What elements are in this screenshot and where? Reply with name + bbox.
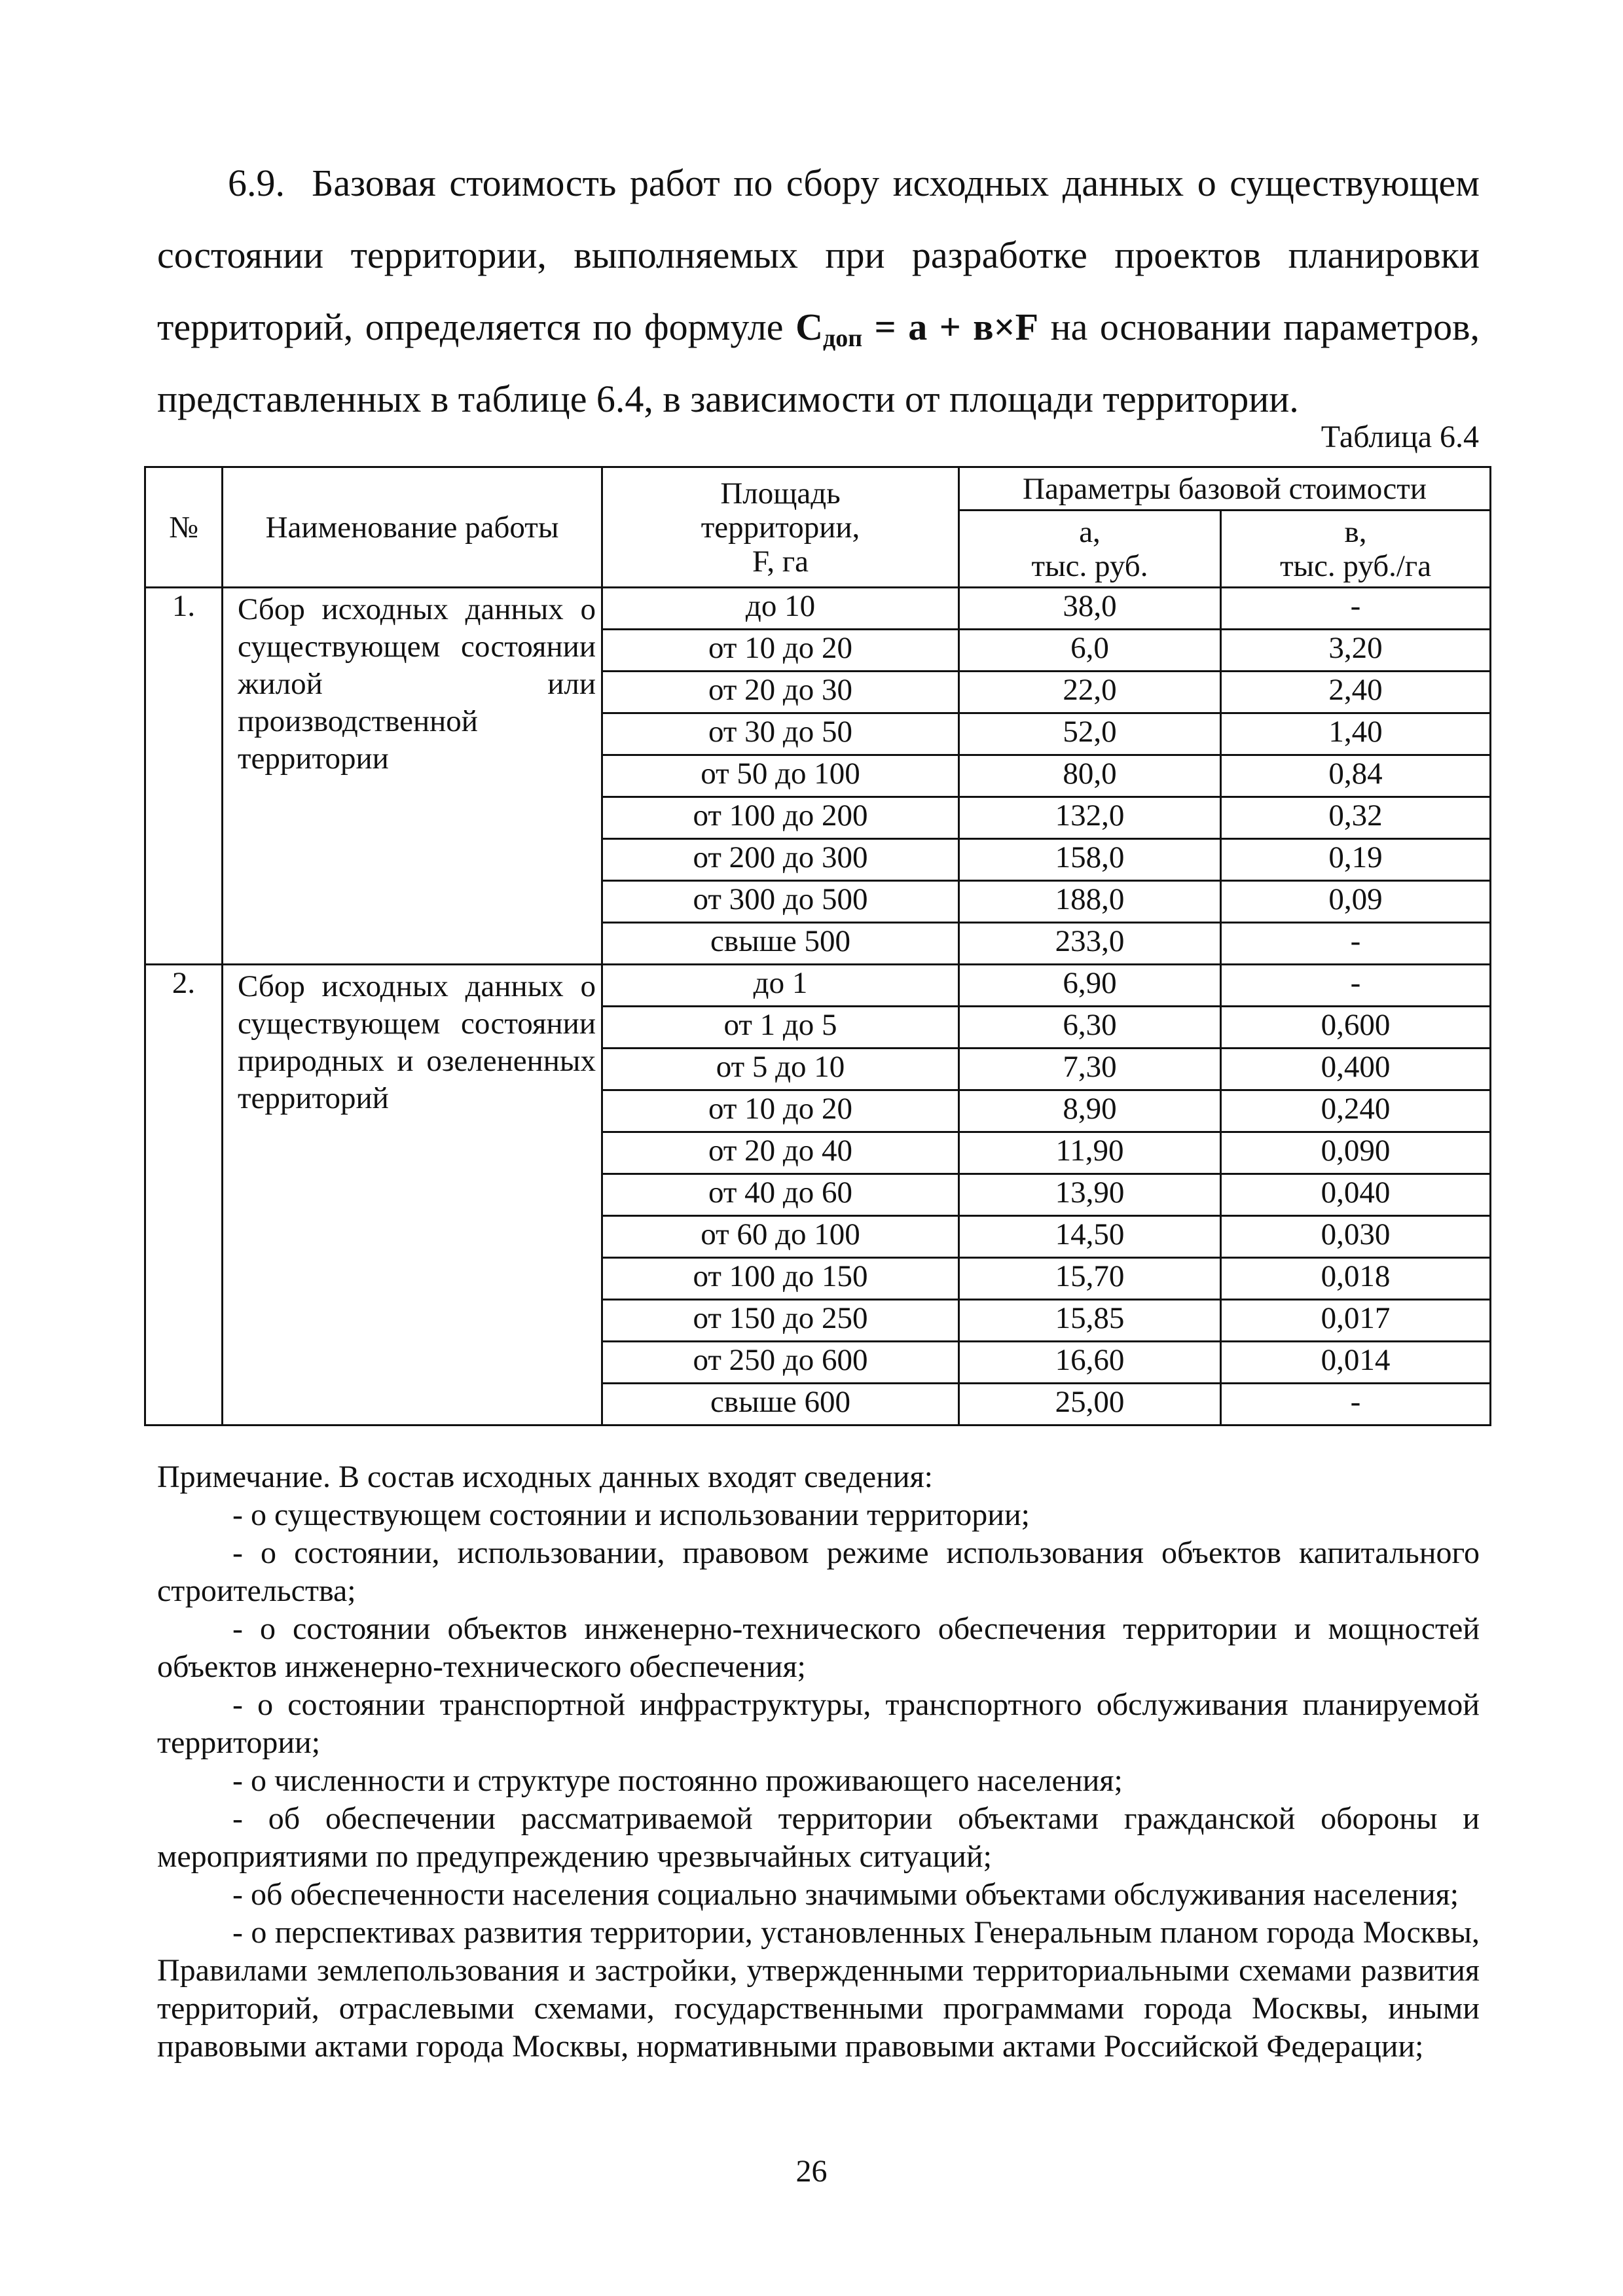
param-b-cell: 1,40 — [1221, 713, 1491, 755]
area-cell: от 30 до 50 — [602, 713, 959, 755]
note — [157, 1458, 1480, 2066]
param-a-cell: 7,30 — [959, 1049, 1221, 1090]
param-a-cell: 132,0 — [959, 797, 1221, 839]
param-b-cell: 0,030 — [1221, 1216, 1491, 1258]
param-a-cell: 6,90 — [959, 965, 1221, 1007]
param-a-cell: 233,0 — [959, 923, 1221, 965]
formula-symbol: С — [795, 306, 823, 348]
param-b-cell: - — [1221, 965, 1491, 1007]
table-caption: Таблица 6.4 — [1321, 420, 1479, 454]
work-name: Сбор исходных данных о существующем состоянии жилой или производственной территории — [223, 588, 602, 965]
note-item: - об обеспечении рассматриваемой территории объектами гражданской обороны и мероприятиями по предупреждению чрезвычайных ситуаций; — [157, 1801, 1480, 1874]
paragraph-number: 6.9. — [228, 162, 285, 204]
intro-paragraph — [157, 147, 1480, 435]
param-a-cell: 38,0 — [959, 588, 1221, 630]
param-b-cell: 0,090 — [1221, 1132, 1491, 1174]
header-a-line1: а, — [1079, 514, 1101, 549]
param-a-cell: 6,0 — [959, 630, 1221, 672]
area-cell: от 50 до 100 — [602, 755, 959, 797]
header-params: Параметры базовой стоимости — [959, 467, 1491, 511]
header-area-line2: территории, — [701, 510, 860, 545]
param-b-cell: 3,20 — [1221, 630, 1491, 672]
area-cell: от 200 до 300 — [602, 839, 959, 881]
param-b-cell: 0,600 — [1221, 1007, 1491, 1049]
param-a-cell: 6,30 — [959, 1007, 1221, 1049]
param-b-cell: 0,09 — [1221, 881, 1491, 923]
area-cell: от 20 до 40 — [602, 1132, 959, 1174]
header-b — [1221, 511, 1491, 588]
area-cell: от 40 до 60 — [602, 1174, 959, 1216]
area-cell: от 300 до 500 — [602, 881, 959, 923]
param-a-cell: 15,70 — [959, 1258, 1221, 1300]
note-item: - о существующем состоянии и использовании территории; — [232, 1498, 1030, 1532]
note-item: - об обеспеченности населения социально значимыми объектами обслуживания населения; — [232, 1877, 1459, 1912]
param-b-cell: 2,40 — [1221, 672, 1491, 713]
param-a-cell: 15,85 — [959, 1300, 1221, 1342]
cost-table — [144, 466, 1491, 1426]
header-a — [959, 511, 1221, 588]
area-cell: до 10 — [602, 588, 959, 630]
area-cell: от 10 до 20 — [602, 1090, 959, 1132]
param-b-cell: - — [1221, 1384, 1491, 1426]
area-cell: от 60 до 100 — [602, 1216, 959, 1258]
param-a-cell: 16,60 — [959, 1342, 1221, 1384]
header-b-line2: тыс. руб./га — [1279, 548, 1432, 583]
paragraph-text-before: Базовая стоимость работ по сбору исходных данных о существующем состоянии территории, выполняемых при разработке проектов планировки территорий, определяется по формуле — [157, 162, 1480, 348]
param-a-cell: 13,90 — [959, 1174, 1221, 1216]
area-cell: от 10 до 20 — [602, 630, 959, 672]
param-a-cell: 22,0 — [959, 672, 1221, 713]
header-b-line1: в, — [1344, 514, 1367, 549]
note-item: - о состоянии объектов инженерно-технического обеспечения территории и мощностей объектов инженерно-технического обеспечения; — [157, 1611, 1480, 1684]
area-cell: от 100 до 200 — [602, 797, 959, 839]
param-b-cell: 0,19 — [1221, 839, 1491, 881]
work-number: 2. — [145, 965, 223, 1426]
note-item: - о состоянии, использовании, правовом режиме использования объектов капитального строительства; — [157, 1535, 1480, 1608]
header-area-line1: Площадь — [720, 476, 841, 511]
note-item: - о состоянии транспортной инфраструктуры, транспортного обслуживания планируемой территории; — [157, 1687, 1480, 1760]
param-a-cell: 11,90 — [959, 1132, 1221, 1174]
header-area — [602, 467, 959, 588]
param-b-cell: 0,400 — [1221, 1049, 1491, 1090]
area-cell: до 1 — [602, 965, 959, 1007]
paragraph-text-after: на основании параметров, представленных в таблице 6.4, в зависимости от площади территории. — [157, 306, 1480, 420]
table-row — [145, 588, 1491, 630]
param-a-cell: 8,90 — [959, 1090, 1221, 1132]
param-b-cell: 0,32 — [1221, 797, 1491, 839]
param-b-cell: 0,018 — [1221, 1258, 1491, 1300]
param-a-cell: 14,50 — [959, 1216, 1221, 1258]
area-cell: от 1 до 5 — [602, 1007, 959, 1049]
param-b-cell: 0,240 — [1221, 1090, 1491, 1132]
param-b-cell: 0,84 — [1221, 755, 1491, 797]
param-b-cell: - — [1221, 588, 1491, 630]
work-name: Сбор исходных данных о существующем состоянии природных и озелененных территорий — [223, 965, 602, 1426]
param-a-cell: 158,0 — [959, 839, 1221, 881]
note-intro: Примечание. В состав исходных данных входят сведения: — [157, 1460, 933, 1494]
param-a-cell: 25,00 — [959, 1384, 1221, 1426]
formula — [795, 306, 1039, 352]
header-work-name: Наименование работы — [223, 467, 602, 588]
header-num: № — [145, 467, 223, 588]
page-number: 26 — [795, 2154, 828, 2189]
param-a-cell: 52,0 — [959, 713, 1221, 755]
param-b-cell: 0,014 — [1221, 1342, 1491, 1384]
area-cell: от 150 до 250 — [602, 1300, 959, 1342]
param-a-cell: 188,0 — [959, 881, 1221, 923]
area-cell: от 20 до 30 — [602, 672, 959, 713]
area-cell: свыше 600 — [602, 1384, 959, 1426]
note-item: - о перспективах развития территории, установленных Генеральным планом города Москвы, Правилами землепользования и застройки, утвержденными территориальными схемами развития территорий, отраслевыми схемами, государственными программами города Москвы, иными правовыми актами города Москвы, нормативными правовыми актами Российской Федерации; — [157, 1915, 1480, 2064]
note-item: - о численности и структуре постоянно проживающего населения; — [232, 1763, 1123, 1798]
area-cell: от 5 до 10 — [602, 1049, 959, 1090]
param-b-cell: - — [1221, 923, 1491, 965]
table-row — [145, 965, 1491, 1007]
work-number: 1. — [145, 588, 223, 965]
area-cell: от 250 до 600 — [602, 1342, 959, 1384]
formula-subscript: доп — [822, 325, 863, 352]
header-area-line3: F, га — [752, 544, 809, 579]
header-a-line2: тыс. руб. — [1031, 548, 1148, 583]
area-cell: от 100 до 150 — [602, 1258, 959, 1300]
formula-expression: = а + в×F — [874, 306, 1039, 348]
param-a-cell: 80,0 — [959, 755, 1221, 797]
param-b-cell: 0,040 — [1221, 1174, 1491, 1216]
param-b-cell: 0,017 — [1221, 1300, 1491, 1342]
area-cell: свыше 500 — [602, 923, 959, 965]
